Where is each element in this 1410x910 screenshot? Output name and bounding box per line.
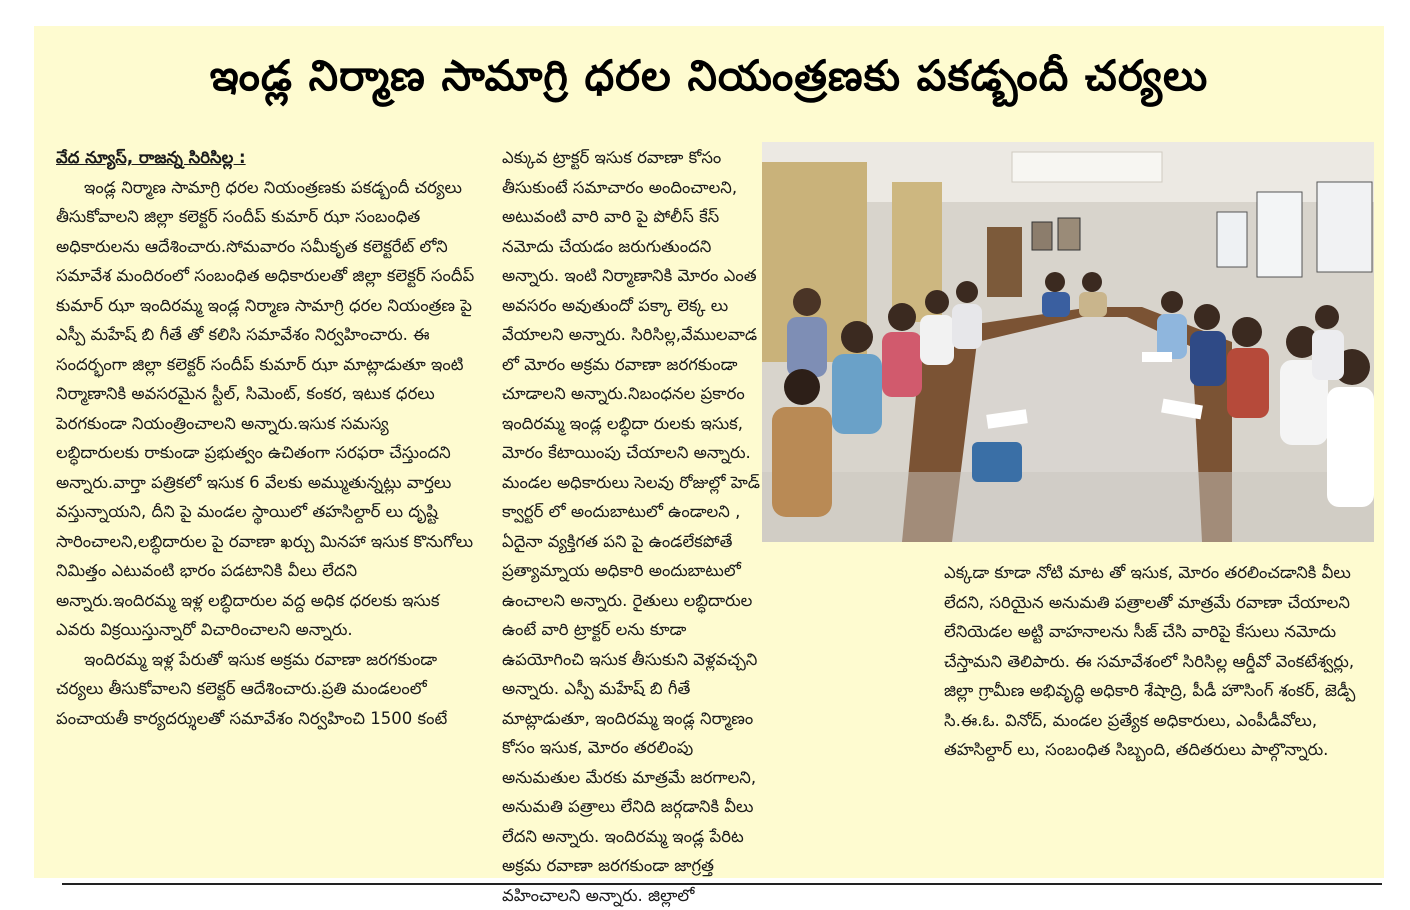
byline: వేద న్యూస్, రాజన్న సిరిసిల్ల : — [56, 148, 246, 167]
meeting-photo — [762, 142, 1374, 542]
paragraph: ఎక్కడా కూడా నోటి మాట తో ఇసుక, మోరం తరలించడానికి వీలు లేదని, సరియైన అనుమతి పత్రాలతో మాత్రమే రవాణా చేయాలని లేనియెడల అట్టి వాహనాలను సీజ్ చేసి వారిపై కేసులు నమోదు చేస్తామని తెలిపారు. ఈ సమావేశంలో సిరిసిల్ల ఆర్డీవో వెంకటేశ్వర్లు, జిల్లా గ్రామీణ అభివృద్ధి అధికారి శేషాద్రి, పీడీ హౌసింగ్ శంకర్, జెడ్పీ సి.ఈ.ఓ. వినోద్, మండల ప్రత్యేక అధికారులు, ఎంపీడీవోలు, తహసిల్దార్ లు, సంబంధిత సిబ్బంది, తదితరులు పాల్గొన్నారు. — [944, 563, 1356, 759]
paragraph: ఇండ్ల నిర్మాణ సామాగ్రి ధరల నియంత్రణకు పకడ్బందీ చర్యలు తీసుకోవాలని జిల్లా కలెక్టర్ సందీప్ కుమార్ ఝా సంబంధిత అధికారులను ఆదేశించారు.సోమవారం సమీకృత కలెక్టరేట్ లోని సమావేశ మందిరంలో సంబంధిత అధికారులతో జిల్లా కలెక్టర్ సందీప్ కుమార్ ఝా ఇందిరమ్మ ఇండ్ల నిర్మాణ సామాగ్రి ధరల నియంత్రణ పై ఎస్పీ మహేష్ బి గీతే తో కలిసి సమావేశం నిర్వహించారు. ఈ సందర్భంగా జిల్లా కలెక్టర్ సందీప్ కుమార్ ఝా మాట్లాడుతూ ఇంటి నిర్మాణానికి అవసరమైన స్టీల్, సిమెంట్, కంకర, ఇటుక ధరలు పెరగకుండా నియంత్రించాలని అన్నారు.ఇసుక సమస్య లబ్ధిదారులకు రాకుండా ప్రభుత్వం ఉచితంగా సరఫరా చేస్తుందని అన్నారు.వార్తా పత్రికలో ఇసుక 6 వేలకు అమ్ముతున్నట్లు వార్తలు వస్తున్నాయని, దీని పై మండల స్థాయిలో తహసిల్దార్ లు దృష్టి సారించాలని,లబ్ధిదారుల పై రవాణా ఖర్చు మినహా ఇసుక కొనుగోలు నిమిత్తం ఎటువంటి భారం పడటానికి వీలు లేదని అన్నారు.ఇందిరమ్మ ఇళ్ల లబ్ధిదారుల వద్ద అధిక ధరలకు ఇసుక ఎవరు విక్రయిస్తున్నారో విచారించాలని అన్నారు. — [56, 177, 475, 639]
headline: ఇండ్ల నిర్మాణ సామాగ్రి ధరల నియంత్రణకు పకడ్బందీ చర్యలు — [209, 51, 1209, 100]
paragraph: ఎక్కువ ట్రాక్టర్ ఇసుక రవాణా కోసం తీసుకుంటే సమాచారం అందించాలని, అటువంటి వారి వారి పై పోలీస్ కేస్ నమోదు చేయడం జరుగుతుందని అన్నారు. ఇంటి నిర్మాణానికి మోరం ఎంత అవసరం అవుతుందో పక్కా లెక్క లు వేయాలని అన్నారు. సిరిసిల్ల,వేములవాడ లో మోరం అక్రమ రవాణా జరగకుండా చూడాలని అన్నారు.నిబంధనల ప్రకారం ఇందిరమ్మ ఇండ్ల లబ్ధిదా రులకు ఇసుక, మోరం కేటాయింపు చేయాలని అన్నారు. మండల అధికారులు సెలవు రోజుల్లో హెడ్ క్వార్టర్ లో అందుబాటులో ఉండాలని , ఏదైనా వ్యక్తిగత పని పై ఉండలేకపోతే ప్రత్యామ్నాయ అధికారి అందుబాటులో ఉంచాలని అన్నారు. రైతులు లబ్ధిదారుల ఉంటే వారి ట్రాక్టర్ లను కూడా ఉపయోగించి ఇసుక తీసుకుని వెళ్లవచ్చని అన్నారు. ఎస్పీ మహేష్ బి గీతే మాట్లాడుతూ, ఇందిరమ్మ ఇండ్ల నిర్మాణం కోసం ఇసుక, మోరం తరలింపు అనుమతుల మేరకు మాత్రమే జరగాలని, అనుమతి పత్రాలు లేనిది జర్గడానికి వీలు లేదని అన్నారు. ఇందిరమ్మ ఇండ్ల పేరిట అక్రమ రవాణా జరగకుండా జాగ్రత్త వహించాలని అన్నారు. జిల్లాలో — [502, 148, 760, 905]
newspaper-clipping — [34, 26, 1384, 905]
article-column-3 — [944, 558, 1374, 765]
bottom-rule — [62, 883, 1382, 885]
meeting-photo-illustration — [762, 142, 1374, 542]
article-column-1 — [56, 143, 476, 733]
paragraph: ఇందిరమ్మ ఇళ్ల పేరుతో ఇసుక అక్రమ రవాణా జరగకుండా చర్యలు తీసుకోవాలని కలెక్టర్ ఆదేశించారు.ప్రతి మండలంలో పంచాయతీ కార్యదర్శులతో సమావేశం నిర్వహించి 1500 కంటే — [56, 649, 448, 728]
